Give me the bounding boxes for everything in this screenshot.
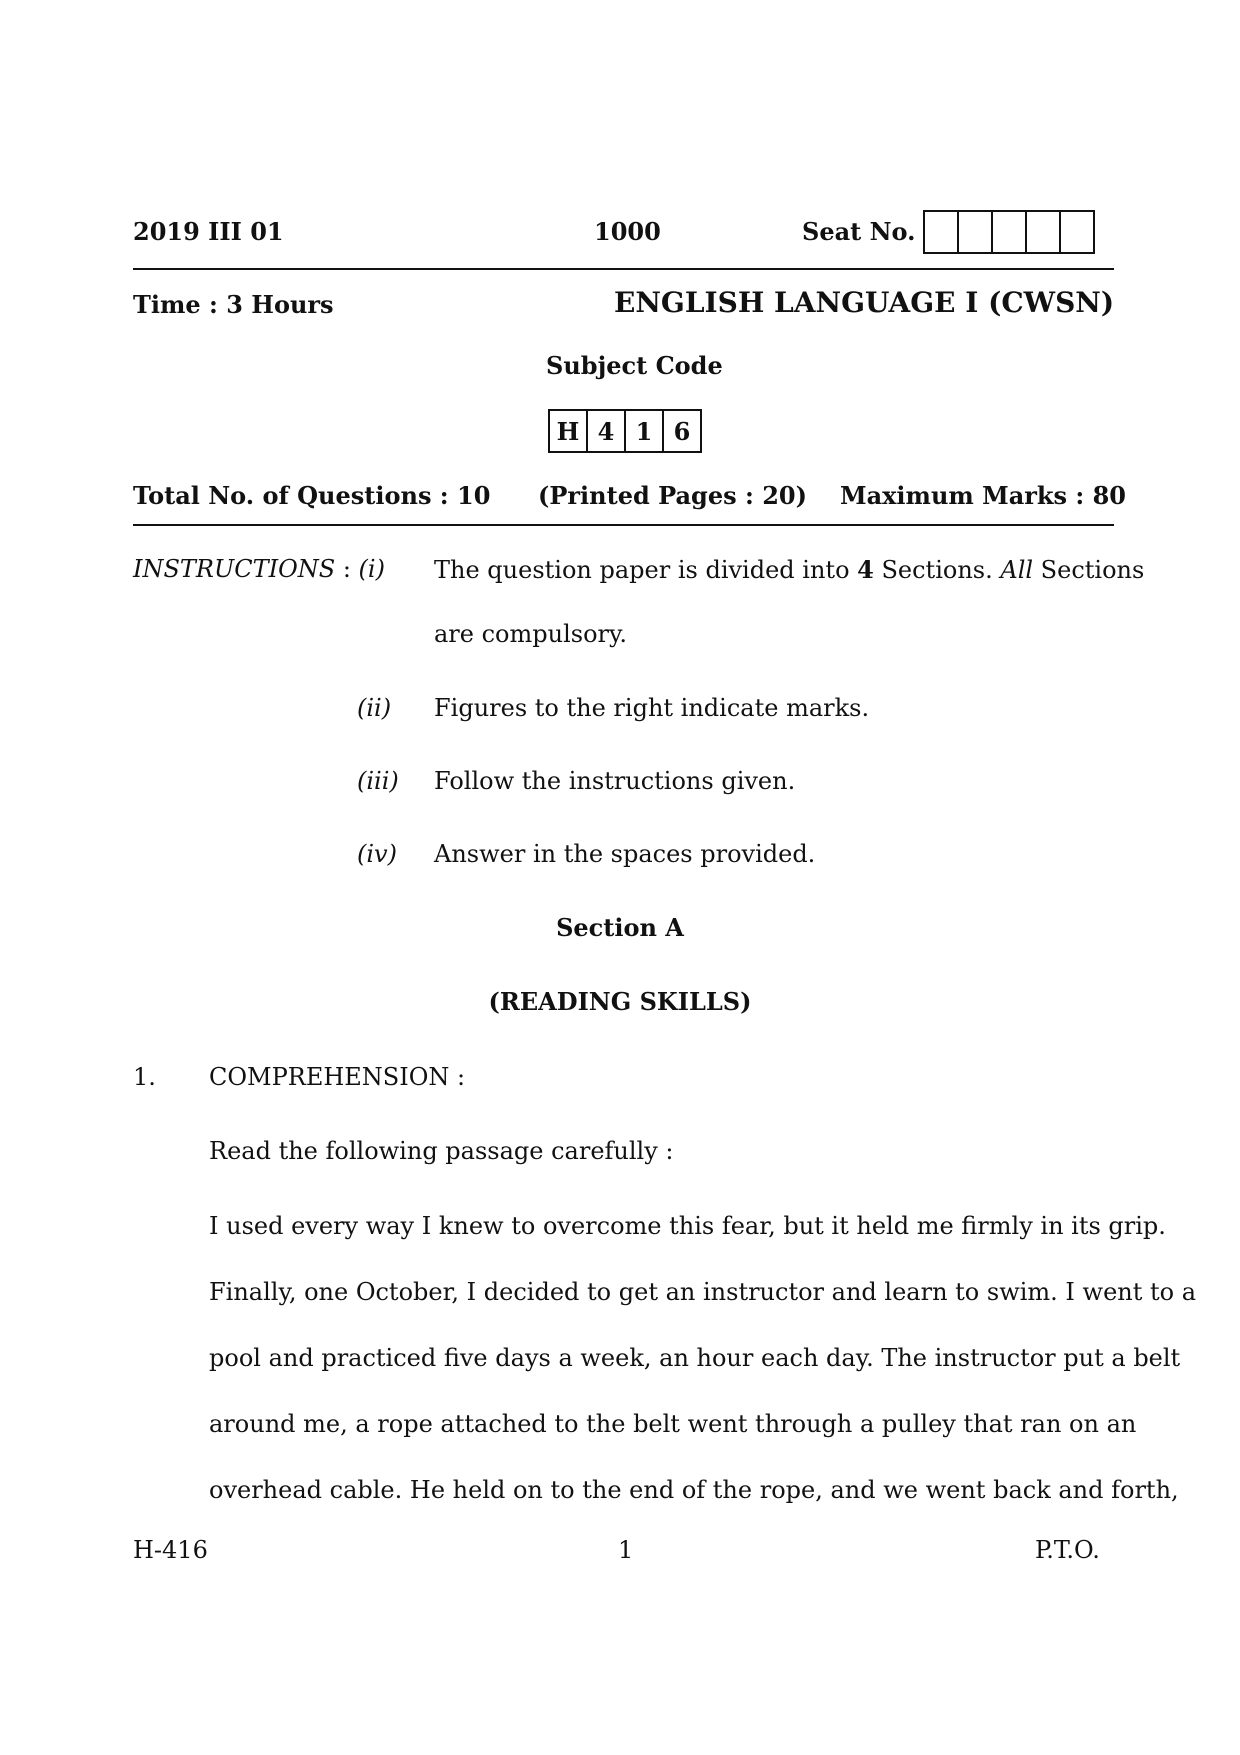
comprehension-passage [209,1193,1197,1523]
instruction-text: Sections. [873,556,1001,584]
question-prompt: Read the following passage carefully : [209,1137,674,1165]
series-number: 1000 [594,217,661,246]
instruction-item-2: Figures to the right indicate marks. [434,694,870,722]
seat-box [925,212,957,252]
footer-page-number: 1 [618,1536,634,1564]
passage-line: overhead cable. He held on to the end of the rope, and we went back and forth, [209,1476,1179,1504]
total-questions: Total No. of Questions : 10 [133,481,491,510]
time-allowed: Time : 3 Hours [133,290,334,319]
question-number: 1. [133,1063,156,1091]
instruction-item-1-continued: are compulsory. [434,620,627,648]
instruction-text: Sections [1033,556,1145,584]
subject-title: ENGLISH LANGUAGE I (CWSN) [614,286,1115,319]
footer-pto: P.T.O. [1035,1536,1100,1564]
seat-number-boxes [923,210,1095,254]
subject-code-char: H [556,416,580,446]
info-divider [133,524,1114,526]
passage-line: pool and practiced five days a week, an hour each day. The instructor put a belt [209,1344,1181,1372]
seat-box [1059,212,1093,252]
instruction-number: (i) [358,555,385,583]
footer-paper-code: H-416 [133,1536,208,1564]
instructions-colon: : [335,555,359,583]
passage-line: Finally, one October, I decided to get an instructor and learn to swim. I went to a [209,1278,1197,1306]
instruction-emphasis: 4 [857,555,874,584]
header-divider [133,268,1114,270]
seat-box [957,212,991,252]
section-subtitle: (READING SKILLS) [488,987,752,1016]
subject-code-char: 4 [586,411,624,451]
question-heading: COMPREHENSION : [209,1063,466,1091]
subject-code-label: Subject Code [546,351,723,380]
subject-code-boxes [548,409,702,453]
instructions-heading [133,555,385,583]
instruction-item-1 [434,555,1145,584]
subject-code-char: 6 [662,411,700,451]
exam-code: 2019 III 01 [133,217,284,246]
section-title: Section A [556,913,684,942]
printed-pages: (Printed Pages : 20) [538,481,807,510]
instruction-text: The question paper is divided into [434,556,858,584]
instruction-number: (ii) [357,694,392,722]
instruction-item-4: Answer in the spaces provided. [434,840,816,868]
instruction-emphasis: All [1000,556,1034,584]
passage-line: around me, a rope attached to the belt went through a pulley that ran on an [209,1410,1137,1438]
instructions-label: INSTRUCTIONS [133,555,336,583]
seat-box [991,212,1025,252]
maximum-marks: Maximum Marks : 80 [840,481,1127,510]
instruction-number: (iii) [357,767,399,795]
instruction-number: (iv) [357,840,397,868]
seat-label: Seat No. [802,217,916,246]
passage-line: I used every way I knew to overcome this fear, but it held me firmly in its grip. [209,1212,1166,1240]
subject-code-char: 1 [624,411,662,451]
instruction-item-3: Follow the instructions given. [434,767,796,795]
seat-box [1025,212,1059,252]
